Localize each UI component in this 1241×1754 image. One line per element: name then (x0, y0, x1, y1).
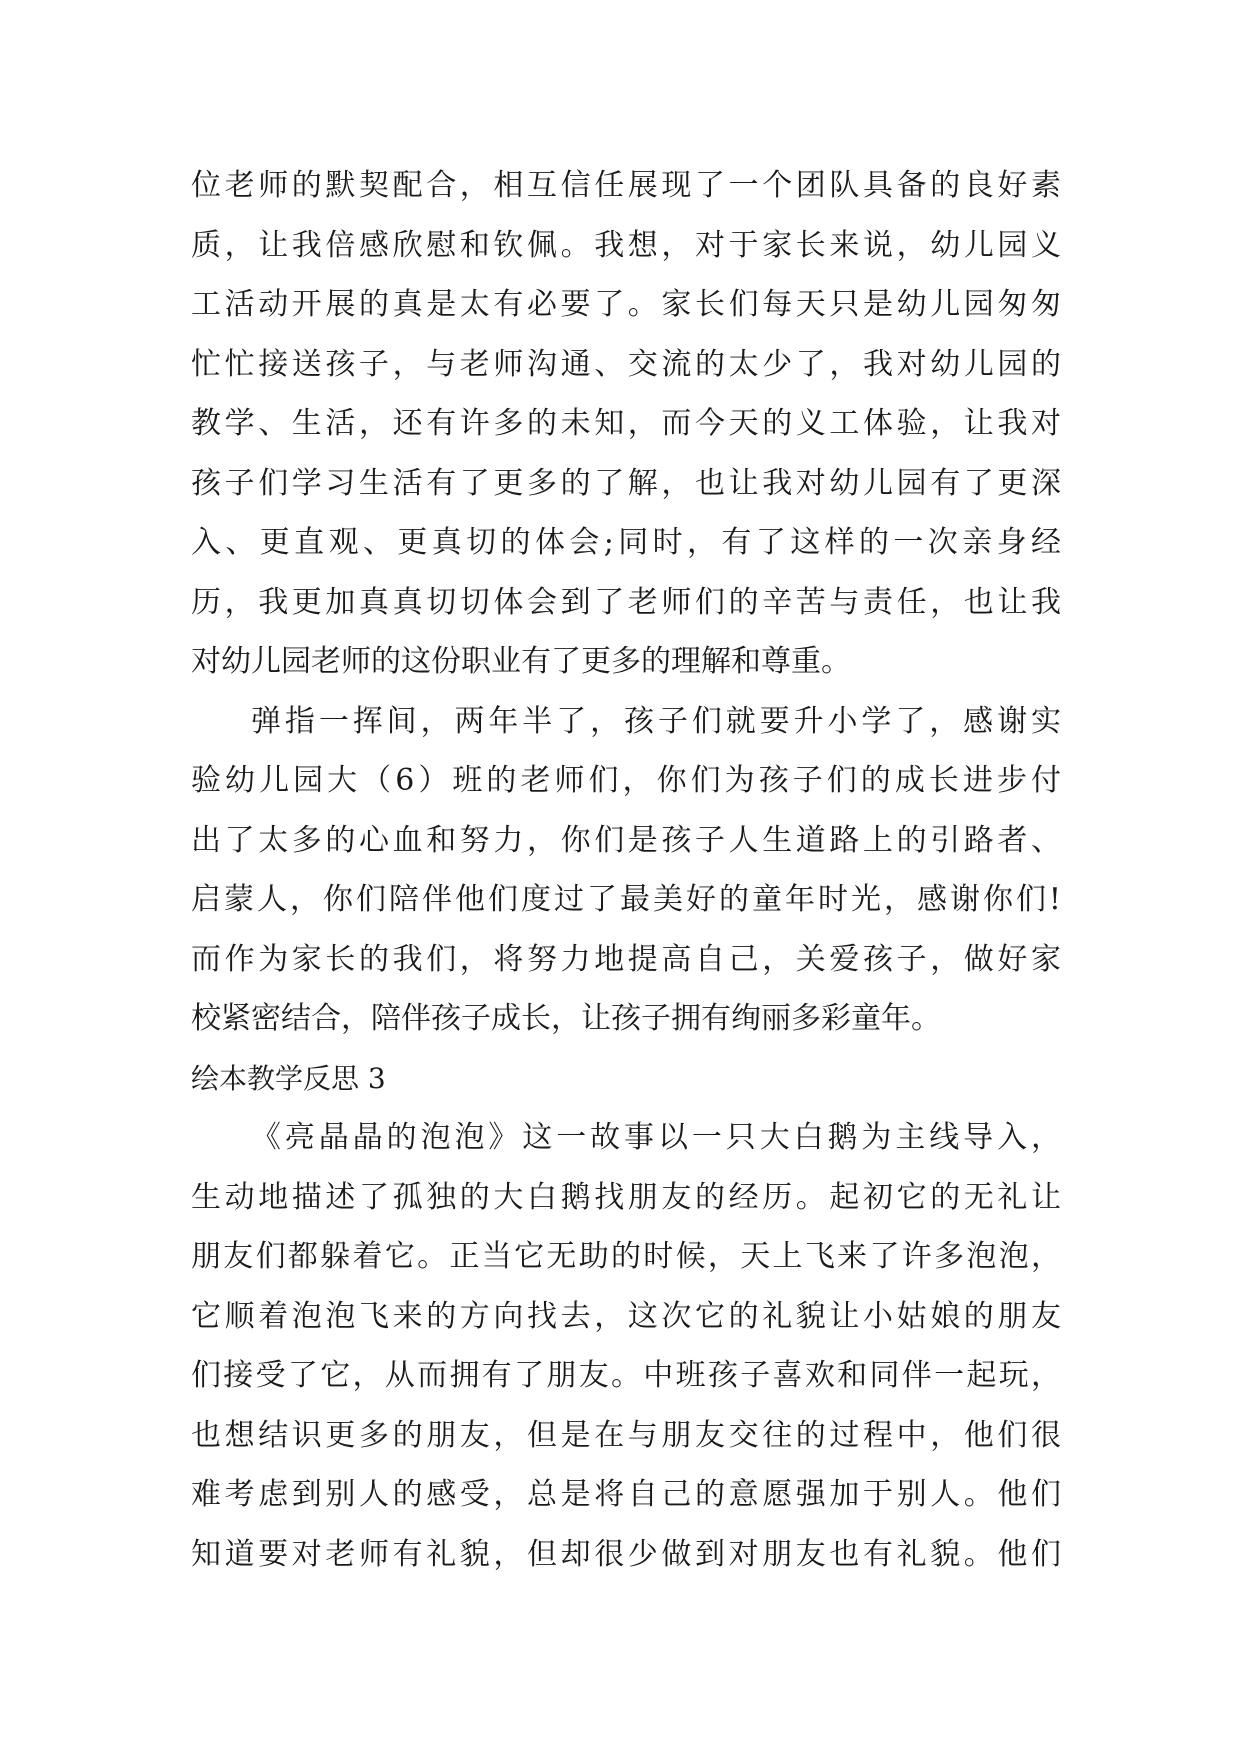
text-line: 们接受了它，从而拥有了朋友。中班孩子喜欢和同伴一起玩， (191, 1358, 1061, 1393)
text-line: 知道要对老师有礼貌，但却很少做到对朋友也有礼貌。他们 (191, 1536, 1061, 1572)
text-line: 生动地描述了孤独的大白鹅找朋友的经历。起初它的无礼让 (191, 1179, 1061, 1215)
text-line: 验幼儿园大（6）班的老师们，你们为孩子们的成长进步付 (191, 763, 1061, 798)
text-line: 弹指一挥间，两年半了，孩子们就要升小学了，感谢实 (251, 703, 1061, 739)
text-line: 朋友们都躲着它。正当它无助的时候，天上飞来了许多泡泡， (191, 1239, 1061, 1274)
text-line: 难考虑到别人的感受，总是将自己的意愿强加于别人。他们 (191, 1477, 1061, 1512)
text-line: 忙忙接送孩子，与老师沟通、交流的太少了，我对幼儿园的 (191, 346, 1061, 382)
text-line: 位老师的默契配合，相互信任展现了一个团队具备的良好素 (191, 168, 1061, 203)
text-line: 工活动开展的真是太有必要了。家长们每天只是幼儿园匆匆 (191, 287, 1061, 322)
text-line: 也想结识更多的朋友，但是在与朋友交往的过程中，他们很 (191, 1417, 1061, 1453)
text-line: 对幼儿园老师的这份职业有了更多的理解和尊重。 (191, 644, 851, 679)
section-heading: 绘本教学反思 3 (191, 1061, 386, 1095)
text-line: 孩子们学习生活有了更多的了解，也让我对幼儿园有了更深 (191, 465, 1061, 501)
text-line: 出了太多的心血和努力，你们是孩子人生道路上的引路者、 (191, 822, 1061, 858)
text-line: 《亮晶晶的泡泡》这一故事以一只大白鹅为主线导入， (251, 1120, 1061, 1155)
text-line: 校紧密结合，陪伴孩子成长，让孩子拥有绚丽多彩童年。 (191, 1001, 941, 1036)
text-line: 历，我更加真真切切体会到了老师们的辛苦与责任，也让我 (191, 584, 1061, 620)
text-line: 它顺着泡泡飞来的方向找去，这次它的礼貌让小姑娘的朋友 (191, 1298, 1061, 1334)
text-line: 教学、生活，还有许多的未知，而今天的义工体验，让我对 (191, 406, 1061, 441)
text-line: 而作为家长的我们，将努力地提高自己，关爱孩子，做好家 (191, 941, 1061, 977)
text-line: 质，让我倍感欣慰和钦佩。我想，对于家长来说，幼儿园义 (191, 227, 1061, 263)
text-line: 入、更直观、更真切的体会;同时，有了这样的一次亲身经 (191, 525, 1061, 560)
body-text (191, 156, 1061, 1584)
text-line: 启蒙人，你们陪伴他们度过了最美好的童年时光，感谢你们! (191, 882, 1061, 917)
